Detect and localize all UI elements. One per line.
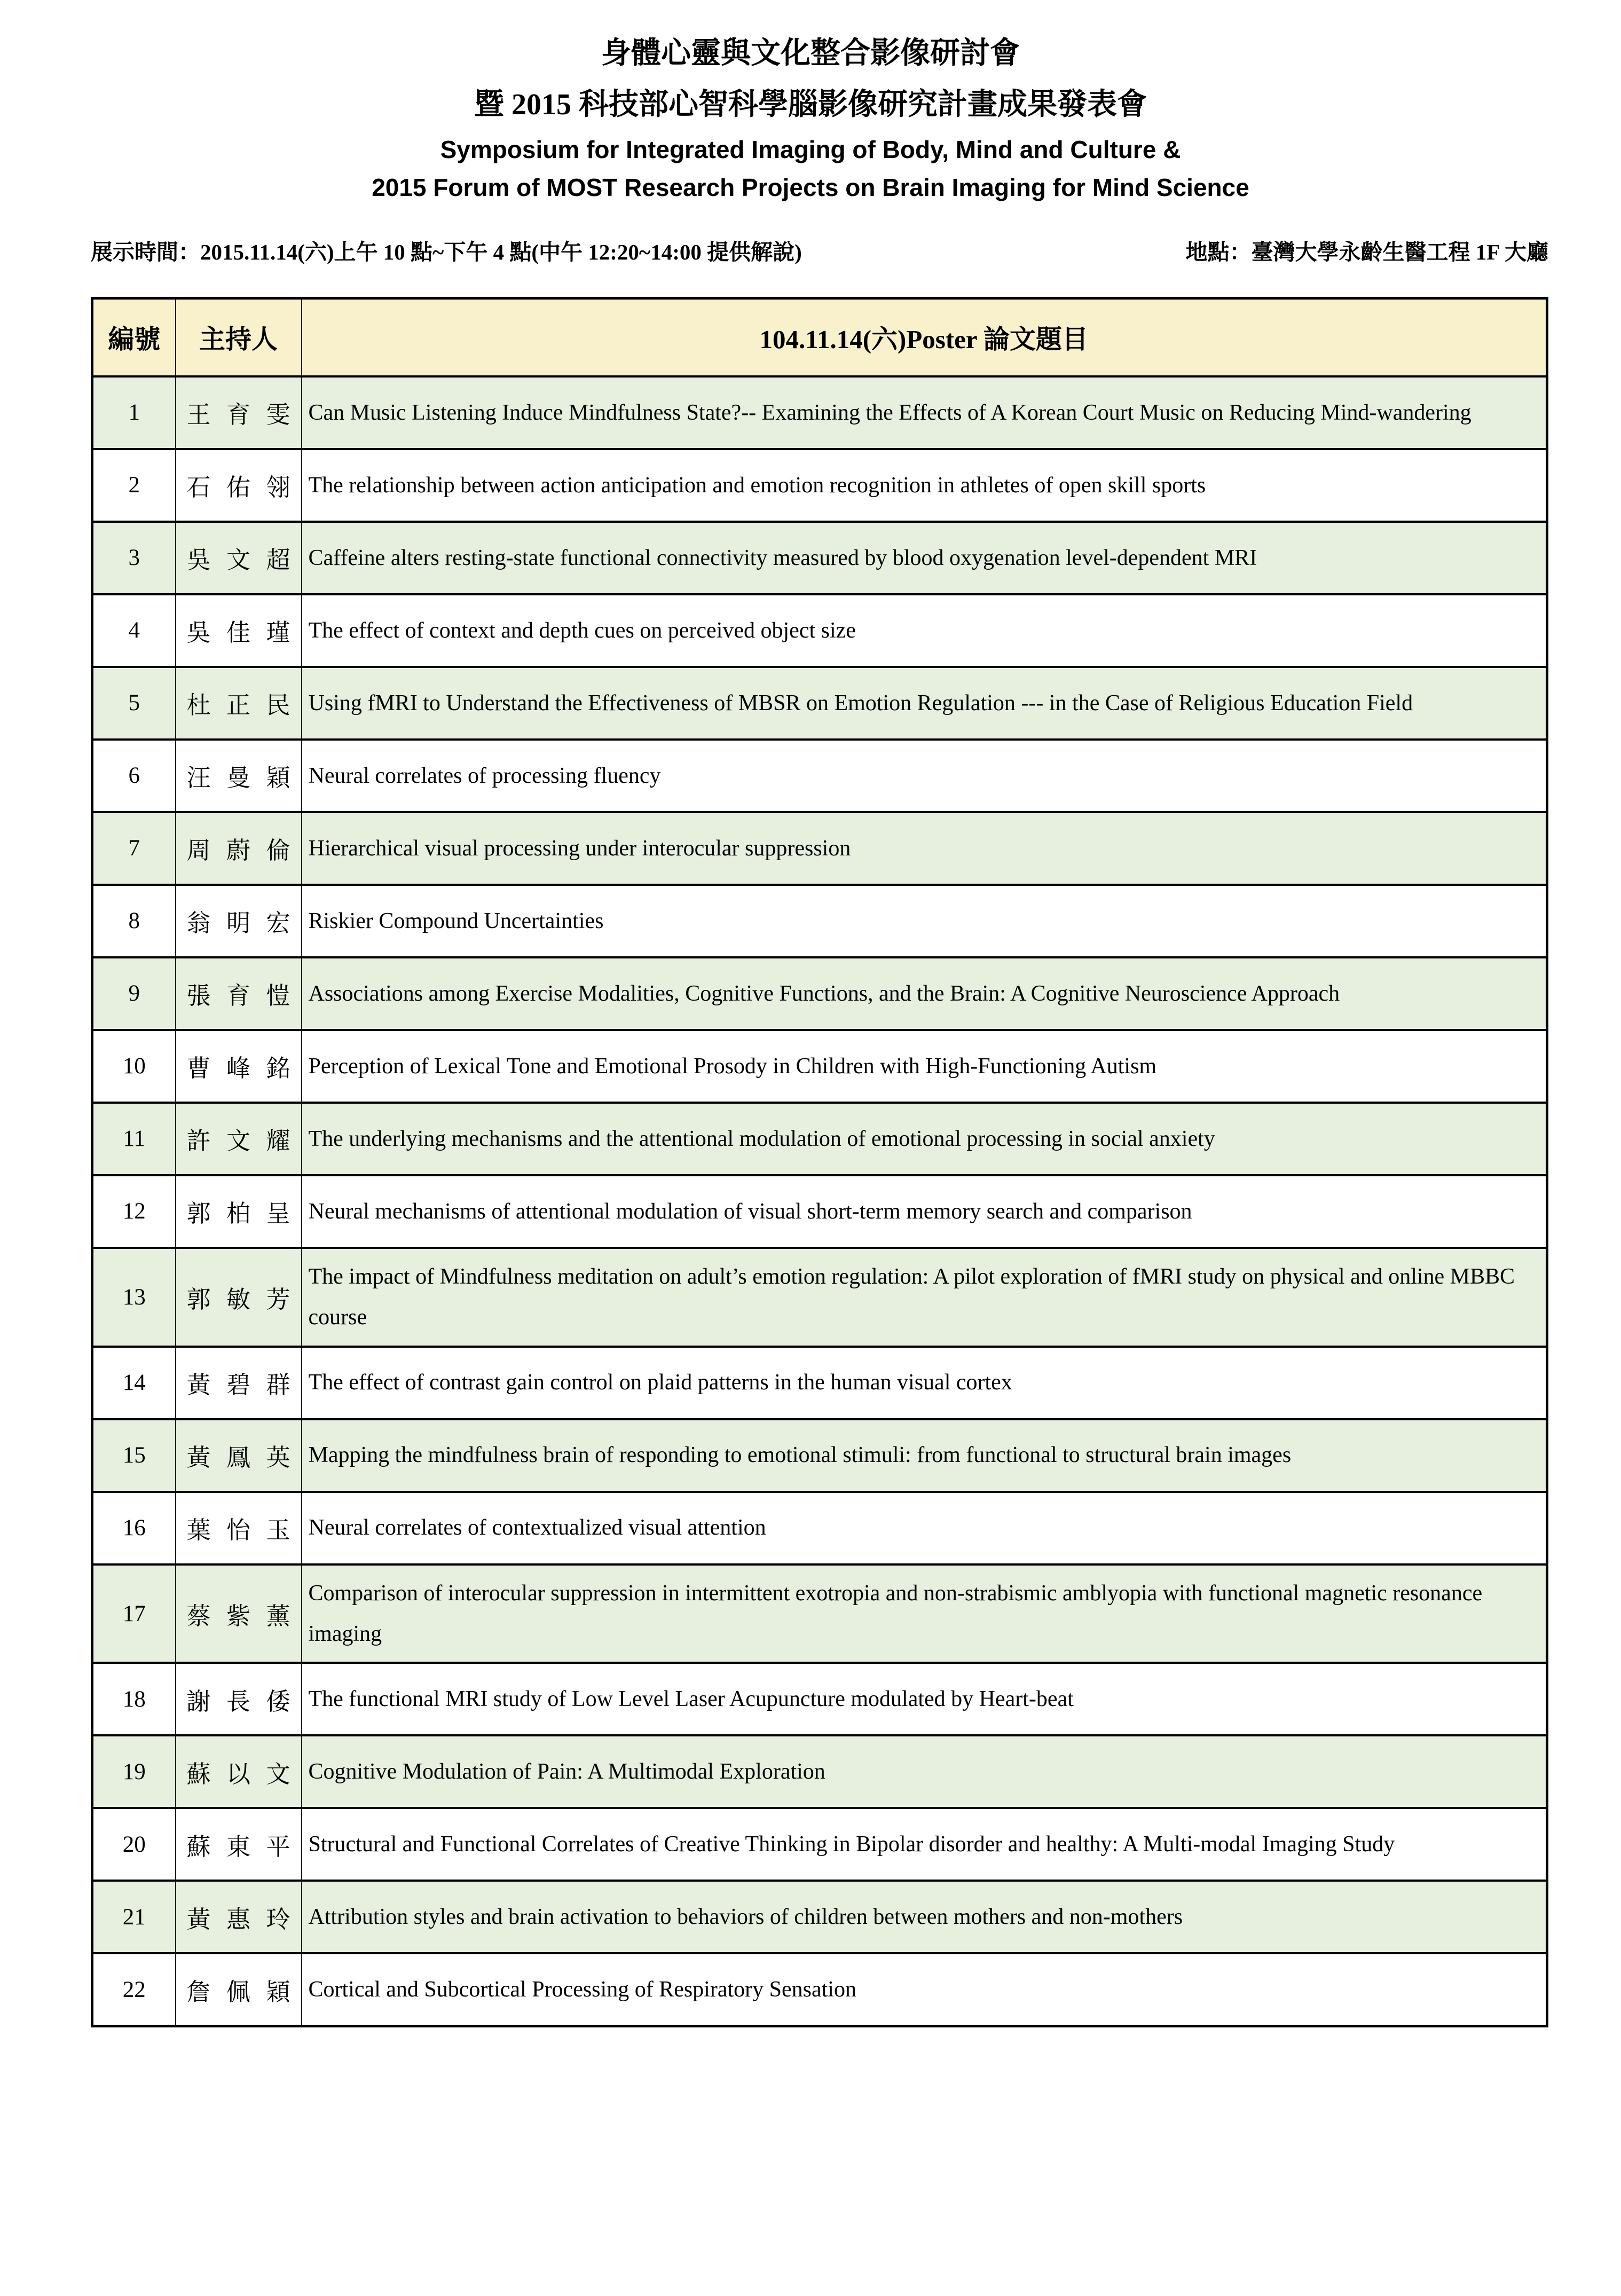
row-number-cell: 2 xyxy=(92,449,176,522)
row-host-cell: 黃鳳英 xyxy=(176,1419,302,1492)
document-title-block xyxy=(0,28,1621,207)
row-title-cell: Can Music Listening Induce Mindfulness State?-- Examining the Effects of A Korean Court Music on Reducing Mind-wandering xyxy=(302,376,1547,449)
row-host-cell: 周蔚倫 xyxy=(176,812,302,885)
table-row xyxy=(92,376,1547,449)
table-row xyxy=(92,1419,1547,1492)
row-title-cell: Cognitive Modulation of Pain: A Multimodal Exploration xyxy=(302,1735,1547,1808)
poster-table-header xyxy=(92,298,1547,376)
poster-table xyxy=(91,297,1548,2027)
row-host-cell: 石佑翎 xyxy=(176,449,302,522)
table-row xyxy=(92,1663,1547,1735)
row-title-cell: The functional MRI study of Low Level Laser Acupuncture modulated by Heart-beat xyxy=(302,1663,1547,1735)
row-host-cell: 謝長倭 xyxy=(176,1663,302,1735)
row-number-cell: 18 xyxy=(92,1663,176,1735)
row-number-cell: 1 xyxy=(92,376,176,449)
row-host-cell: 葉怡玉 xyxy=(176,1492,302,1564)
row-host-cell: 郭柏呈 xyxy=(176,1175,302,1248)
table-row xyxy=(92,1175,1547,1248)
row-number-cell: 6 xyxy=(92,740,176,812)
row-host-cell: 蔡紫薰 xyxy=(176,1564,302,1663)
row-number-cell: 4 xyxy=(92,594,176,667)
table-row xyxy=(92,1492,1547,1564)
row-number-cell: 14 xyxy=(92,1347,176,1419)
row-host-cell: 王育雯 xyxy=(176,376,302,449)
table-row xyxy=(92,1248,1547,1347)
exhibit-time-text: 展示時間：2015.11.14(六)上午 10 點~下午 4 點(中午 12:20~14:00 提供解說) xyxy=(91,240,802,265)
table-row xyxy=(92,449,1547,522)
table-row xyxy=(92,1735,1547,1808)
row-title-cell: Perception of Lexical Tone and Emotional Prosody in Children with High-Functioning Autism xyxy=(302,1030,1547,1103)
row-host-cell: 許文耀 xyxy=(176,1103,302,1175)
row-host-cell: 蘇以文 xyxy=(176,1735,302,1808)
row-number-cell: 21 xyxy=(92,1881,176,1953)
table-row xyxy=(92,1881,1547,1953)
row-host-cell: 吳佳瑾 xyxy=(176,594,302,667)
row-title-cell: The relationship between action anticipation and emotion recognition in athletes of open skill sports xyxy=(302,449,1547,522)
row-title-cell: Neural mechanisms of attentional modulation of visual short-term memory search and comparison xyxy=(302,1175,1547,1248)
column-header-number: 編號 xyxy=(92,298,176,376)
row-host-cell: 黃碧群 xyxy=(176,1347,302,1419)
row-host-cell: 郭敏芳 xyxy=(176,1248,302,1347)
location-text: 地點：臺灣大學永齡生醫工程 1F 大廳 xyxy=(1185,240,1548,265)
table-row xyxy=(92,1347,1547,1419)
row-number-cell: 17 xyxy=(92,1564,176,1663)
title-line-zh-2: 暨 2015 科技部心智科學腦影像研究計畫成果發表會 xyxy=(474,88,1147,122)
header-row xyxy=(92,298,1547,376)
table-row xyxy=(92,1953,1547,2026)
row-title-cell: Cortical and Subcortical Processing of Respiratory Sensation xyxy=(302,1953,1547,2026)
table-row xyxy=(92,522,1547,594)
table-row xyxy=(92,957,1547,1030)
row-number-cell: 20 xyxy=(92,1808,176,1881)
row-host-cell: 詹佩穎 xyxy=(176,1953,302,2026)
row-host-cell: 杜正民 xyxy=(176,667,302,740)
row-title-cell: The effect of contrast gain control on plaid patterns in the human visual cortex xyxy=(302,1347,1547,1419)
table-row xyxy=(92,812,1547,885)
row-number-cell: 7 xyxy=(92,812,176,885)
row-number-cell: 16 xyxy=(92,1492,176,1564)
table-row xyxy=(92,667,1547,740)
column-header-title: 104.11.14(六)Poster 論文題目 xyxy=(302,298,1547,376)
row-title-cell: The underlying mechanisms and the attentional modulation of emotional processing in social anxiety xyxy=(302,1103,1547,1175)
table-row xyxy=(92,740,1547,812)
row-number-cell: 5 xyxy=(92,667,176,740)
row-title-cell: The effect of context and depth cues on perceived object size xyxy=(302,594,1547,667)
row-number-cell: 9 xyxy=(92,957,176,1030)
row-host-cell: 蘇東平 xyxy=(176,1808,302,1881)
row-title-cell: Hierarchical visual processing under interocular suppression xyxy=(302,812,1547,885)
row-host-cell: 翁明宏 xyxy=(176,885,302,957)
title-line-zh-1: 身體心靈與文化整合影像研討會 xyxy=(601,37,1020,70)
table-row xyxy=(92,594,1547,667)
table-row xyxy=(92,1103,1547,1175)
table-row xyxy=(92,1564,1547,1663)
row-number-cell: 22 xyxy=(92,1953,176,2026)
row-title-cell: Using fMRI to Understand the Effectiveness of MBSR on Emotion Regulation --- in the Case of Religious Education Field xyxy=(302,667,1547,740)
event-info-line xyxy=(91,234,1548,266)
row-title-cell: Mapping the mindfulness brain of responding to emotional stimuli: from functional to structural brain images xyxy=(302,1419,1547,1492)
title-line-en-2: 2015 Forum of MOST Research Projects on Brain Imaging for Mind Science xyxy=(372,173,1249,201)
row-title-cell: Neural correlates of contextualized visual attention xyxy=(302,1492,1547,1564)
title-line-en-1: Symposium for Integrated Imaging of Body, Mind and Culture & xyxy=(440,135,1181,163)
poster-table-body xyxy=(92,376,1547,2026)
row-host-cell: 吳文超 xyxy=(176,522,302,594)
table-row xyxy=(92,885,1547,957)
row-title-cell: Comparison of interocular suppression in intermittent exotropia and non-strabismic amblyopia with functional magnetic resonance imaging xyxy=(302,1564,1547,1663)
row-number-cell: 12 xyxy=(92,1175,176,1248)
row-number-cell: 13 xyxy=(92,1248,176,1347)
row-host-cell: 張育愷 xyxy=(176,957,302,1030)
row-number-cell: 3 xyxy=(92,522,176,594)
row-title-cell: Associations among Exercise Modalities, Cognitive Functions, and the Brain: A Cognitive Neuroscience Approach xyxy=(302,957,1547,1030)
row-host-cell: 汪曼穎 xyxy=(176,740,302,812)
table-row xyxy=(92,1808,1547,1881)
row-title-cell: Neural correlates of processing fluency xyxy=(302,740,1547,812)
row-number-cell: 10 xyxy=(92,1030,176,1103)
row-host-cell: 黃惠玲 xyxy=(176,1881,302,1953)
column-header-host: 主持人 xyxy=(176,298,302,376)
row-title-cell: Attribution styles and brain activation to behaviors of children between mothers and non-mothers xyxy=(302,1881,1547,1953)
row-number-cell: 15 xyxy=(92,1419,176,1492)
row-title-cell: Structural and Functional Correlates of Creative Thinking in Bipolar disorder and healthy: A Multi-modal Imaging Study xyxy=(302,1808,1547,1881)
row-title-cell: Caffeine alters resting-state functional connectivity measured by blood oxygenation level-dependent MRI xyxy=(302,522,1547,594)
table-row xyxy=(92,1030,1547,1103)
row-title-cell: The impact of Mindfulness meditation on adult’s emotion regulation: A pilot exploration of fMRI study on physical and online MBBC course xyxy=(302,1248,1547,1347)
row-title-cell: Riskier Compound Uncertainties xyxy=(302,885,1547,957)
row-number-cell: 11 xyxy=(92,1103,176,1175)
row-number-cell: 19 xyxy=(92,1735,176,1808)
row-number-cell: 8 xyxy=(92,885,176,957)
row-host-cell: 曹峰銘 xyxy=(176,1030,302,1103)
